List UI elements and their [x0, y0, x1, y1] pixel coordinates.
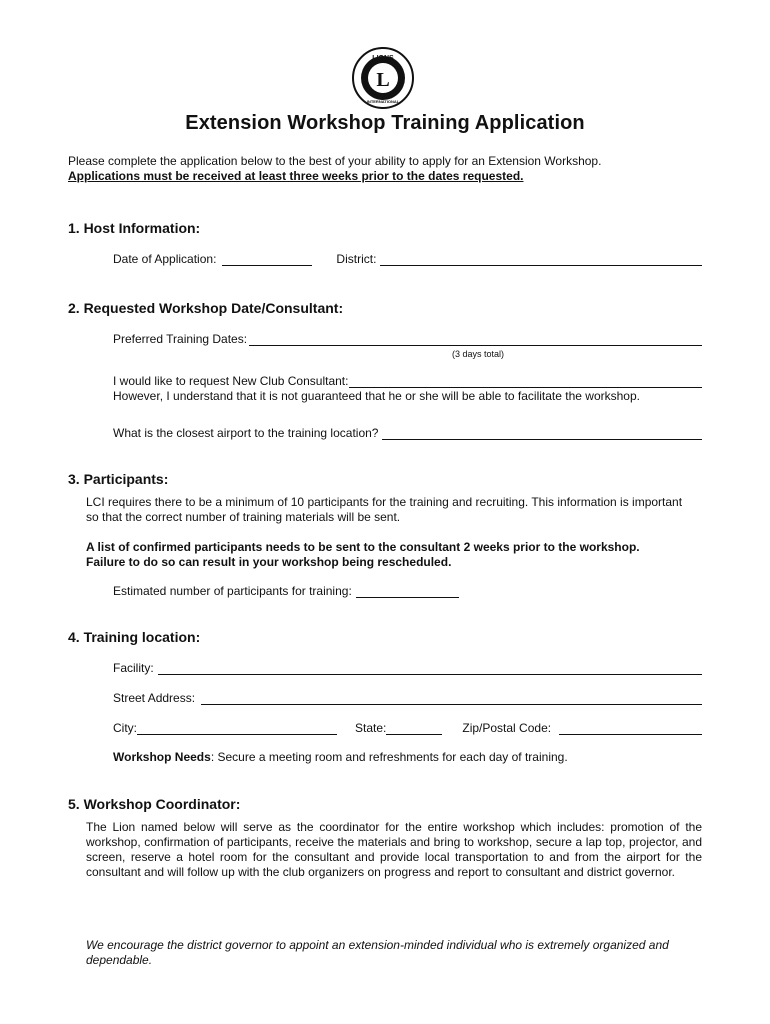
- section-location-heading: 4. Training location:: [68, 629, 201, 645]
- intro-deadline-notice: Applications must be received at least three weeks prior to the dates requested.: [68, 169, 524, 183]
- date-of-application-field[interactable]: [222, 253, 312, 266]
- street-field[interactable]: [201, 692, 702, 705]
- preferred-dates-row: [113, 332, 702, 346]
- zip-label: Zip/Postal Code:: [462, 721, 552, 735]
- logo-text-top: LIONS: [372, 55, 394, 62]
- page-title: Extension Workshop Training Application: [185, 112, 585, 134]
- facility-field[interactable]: [158, 662, 702, 675]
- consultant-field[interactable]: [349, 375, 702, 388]
- section-host-heading: 1. Host Information:: [68, 220, 201, 236]
- participants-deadline-notice: A list of confirmed participants needs to be sent to the consultant 2 weeks prior to the workshop.: [86, 540, 640, 554]
- estimate-field[interactable]: [356, 585, 459, 598]
- facility-label: Facility:: [113, 661, 154, 675]
- logo-letter: L: [376, 69, 390, 91]
- dates-note: (3 days total): [452, 349, 505, 359]
- consultant-label: I would like to request New Club Consultant:: [113, 374, 349, 388]
- state-field[interactable]: [386, 722, 442, 735]
- workshop-needs-text: : Secure a meeting room and refreshments for each day of training.: [210, 750, 568, 764]
- consultant-note: However, I understand that it is not guaranteed that he or she will be able to facilitate the workshop.: [113, 389, 640, 403]
- district-field[interactable]: [380, 253, 702, 266]
- section-participants-heading: 3. Participants:: [68, 471, 169, 487]
- state-label: State:: [355, 721, 387, 735]
- facility-row: [113, 661, 702, 675]
- intro-block: [68, 154, 601, 184]
- preferred-dates-label: Preferred Training Dates:: [113, 332, 248, 346]
- airport-row: [113, 426, 702, 440]
- intro-text: Please complete the application below to the best of your ability to apply for an Extension Workshop.: [68, 154, 602, 168]
- logo-text-bottom: INTERNATIONAL: [366, 99, 400, 104]
- coordinator-note: We encourage the district governor to appoint an extension-minded individual who is extremely organized and dependable.: [86, 938, 669, 967]
- zip-field[interactable]: [559, 722, 702, 735]
- consultant-row: [113, 374, 702, 388]
- preferred-dates-field[interactable]: [249, 333, 702, 346]
- date-of-application-label: Date of Application:: [113, 252, 217, 266]
- section-coordinator-heading: 5. Workshop Coordinator:: [68, 796, 241, 812]
- airport-field[interactable]: [382, 427, 702, 440]
- section-requested-heading: 2. Requested Workshop Date/Consultant:: [68, 300, 344, 316]
- coordinator-paragraph: The Lion named below will serve as the coordinator for the entire workshop which includes: promotion of the workshop, confirmation of participants, receive the materials and bring to workshop, secure a lap top, projector, and screen, reserve a hotel room for the consultant and provide local transportation to and from the airport for the consultant and will follow up with the club organizers on progress and report to consultant and district governor.: [86, 820, 702, 879]
- workshop-needs: [113, 750, 568, 765]
- estimate-row: [113, 584, 459, 598]
- district-label: District:: [336, 252, 377, 266]
- city-field[interactable]: [137, 722, 337, 735]
- street-label: Street Address:: [113, 691, 196, 705]
- participants-warning: Failure to do so can result in your workshop being rescheduled.: [86, 555, 452, 569]
- city-row: [113, 721, 702, 735]
- city-label: City:: [113, 721, 137, 735]
- estimate-label: Estimated number of participants for training:: [113, 584, 352, 598]
- host-row: [113, 252, 702, 266]
- lions-logo: [351, 46, 415, 110]
- participants-paragraph: LCI requires there to be a minimum of 10 participants for the training and recruiting. This information is important so that the correct number of training materials will be sent.: [86, 495, 683, 524]
- workshop-needs-label: Workshop Needs: [113, 750, 211, 764]
- airport-label: What is the closest airport to the training location?: [113, 426, 379, 440]
- street-row: [113, 691, 702, 705]
